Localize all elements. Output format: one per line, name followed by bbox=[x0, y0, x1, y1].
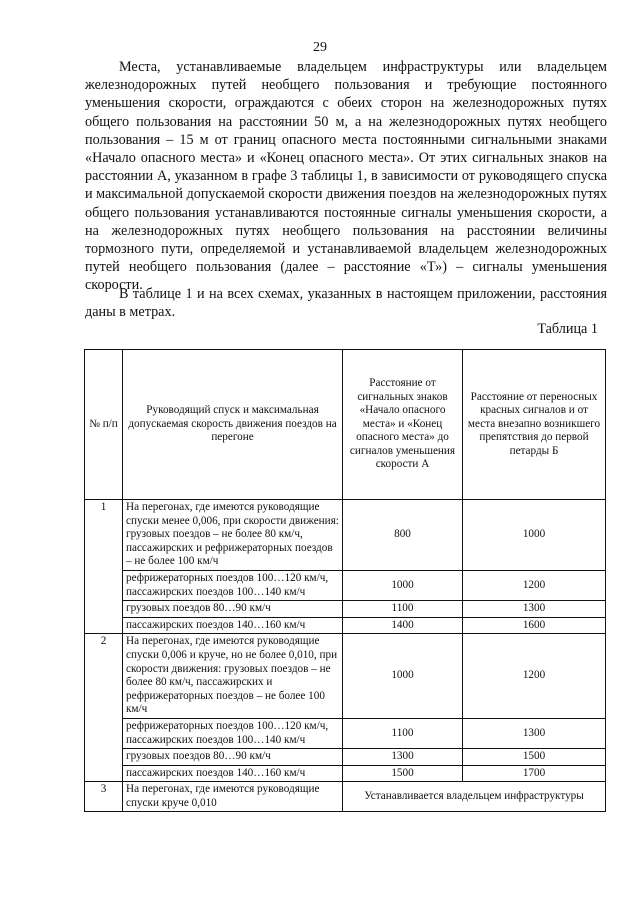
row-distance-a: 1100 bbox=[343, 718, 463, 748]
header-distance-a: Расстояние от сигнальных знаков «Начало опасного места» и «Конец опасного места» до сигналов уменьшения скорости А bbox=[343, 350, 463, 500]
row-description: пассажирских поездов 140…160 км/ч bbox=[123, 617, 343, 634]
header-distance-b: Расстояние от переносных красных сигналов и от места внезапно возникшего препятствия до первой петарды Б bbox=[463, 350, 606, 500]
row-description: рефрижераторных поездов 100…120 км/ч, пассажирских поездов 100…140 км/ч bbox=[123, 718, 343, 748]
row-distance-b: 1600 bbox=[463, 617, 606, 634]
paragraph-1-text: Места, устанавливаемые владельцем инфраструктуры или владельцем железнодорожных путей необщего пользования и требующие постоянного уменьшения скорости, ограждаются с обеих сторон на железнодорожных путях общего пользования на расстоянии 50 м, а на железнодорожных путях необщего пользования – 15 м от границ опасного места постоянными сигнальными знаками «Начало опасного места» и «Конец опасного места». От этих сигнальных знаков на расстоянии А, указанном в графе 3 таблицы 1, в зависимости от руководящего спуска и максимальной допускаемой скорости движения поездов на железнодорожных путях общего пользования устанавливаются постоянные сигналы уменьшения скорости, а на железнодорожных путях необщего пользования на расстоянии величины тормозного пути, определяемой и устанавливаемой владельцем железнодорожных путей необщего пользования (далее – расстояние «Т») – сигналы уменьшения скорости. bbox=[85, 59, 607, 294]
row-description: грузовых поездов 80…90 км/ч bbox=[123, 749, 343, 766]
table-row bbox=[85, 718, 606, 748]
row-number bbox=[85, 749, 123, 766]
row-distance-b: 1000 bbox=[463, 500, 606, 571]
row-description: рефрижераторных поездов 100…120 км/ч, пассажирских поездов 100…140 км/ч bbox=[123, 570, 343, 600]
table-row bbox=[85, 765, 606, 782]
row-distance-a: 1400 bbox=[343, 617, 463, 634]
row-distance-a: 1100 bbox=[343, 601, 463, 618]
row-number bbox=[85, 718, 123, 748]
row-number: 2 bbox=[85, 634, 123, 719]
row-merged-note: Устанавливается владельцем инфраструктуры bbox=[343, 782, 606, 812]
row-description: На перегонах, где имеются руководящие спуски круче 0,010 bbox=[123, 782, 343, 812]
table-row bbox=[85, 782, 606, 812]
row-distance-a: 1000 bbox=[343, 634, 463, 719]
row-number bbox=[85, 765, 123, 782]
row-number bbox=[85, 601, 123, 618]
row-distance-a: 1500 bbox=[343, 765, 463, 782]
table-header-row bbox=[85, 350, 606, 500]
table-row bbox=[85, 570, 606, 600]
row-distance-a: 800 bbox=[343, 500, 463, 571]
page-number: 29 bbox=[313, 40, 327, 55]
row-distance-b: 1300 bbox=[463, 718, 606, 748]
header-number: № п/п bbox=[85, 350, 123, 500]
row-number: 1 bbox=[85, 500, 123, 571]
table-row bbox=[85, 617, 606, 634]
row-description: грузовых поездов 80…90 км/ч bbox=[123, 601, 343, 618]
paragraph-2 bbox=[85, 285, 607, 321]
row-description: На перегонах, где имеются руководящие спуски 0,006 и круче, но не более 0,010, при скорости движения: грузовых поездов – не более 80 км/ч, пассажирских и рефрижераторных поездов – не более 100 км/ч bbox=[123, 634, 343, 719]
row-number bbox=[85, 617, 123, 634]
row-number bbox=[85, 570, 123, 600]
row-distance-b: 1700 bbox=[463, 765, 606, 782]
row-description: пассажирских поездов 140…160 км/ч bbox=[123, 765, 343, 782]
table-row bbox=[85, 634, 606, 719]
table-row bbox=[85, 749, 606, 766]
row-distance-b: 1300 bbox=[463, 601, 606, 618]
table-caption: Таблица 1 bbox=[537, 321, 598, 337]
row-distance-a: 1300 bbox=[343, 749, 463, 766]
table-row bbox=[85, 601, 606, 618]
row-description: На перегонах, где имеются руководящие спуски менее 0,006, при скорости движения: грузовых поездов – не более 80 км/ч, пассажирских и рефрижераторных поездов – не более 100 км/ч bbox=[123, 500, 343, 571]
paragraph-1 bbox=[85, 58, 607, 295]
paragraph-2-text: В таблице 1 и на всех схемах, указанных в настоящем приложении, расстояния даны в метрах. bbox=[85, 286, 607, 321]
row-distance-b: 1200 bbox=[463, 570, 606, 600]
row-distance-b: 1200 bbox=[463, 634, 606, 719]
distance-table bbox=[84, 349, 606, 812]
row-distance-a: 1000 bbox=[343, 570, 463, 600]
row-number: 3 bbox=[85, 782, 123, 812]
row-distance-b: 1500 bbox=[463, 749, 606, 766]
header-description: Руководящий спуск и максимальная допускаемая скорость движения поездов на перегоне bbox=[123, 350, 343, 500]
table-row bbox=[85, 500, 606, 571]
